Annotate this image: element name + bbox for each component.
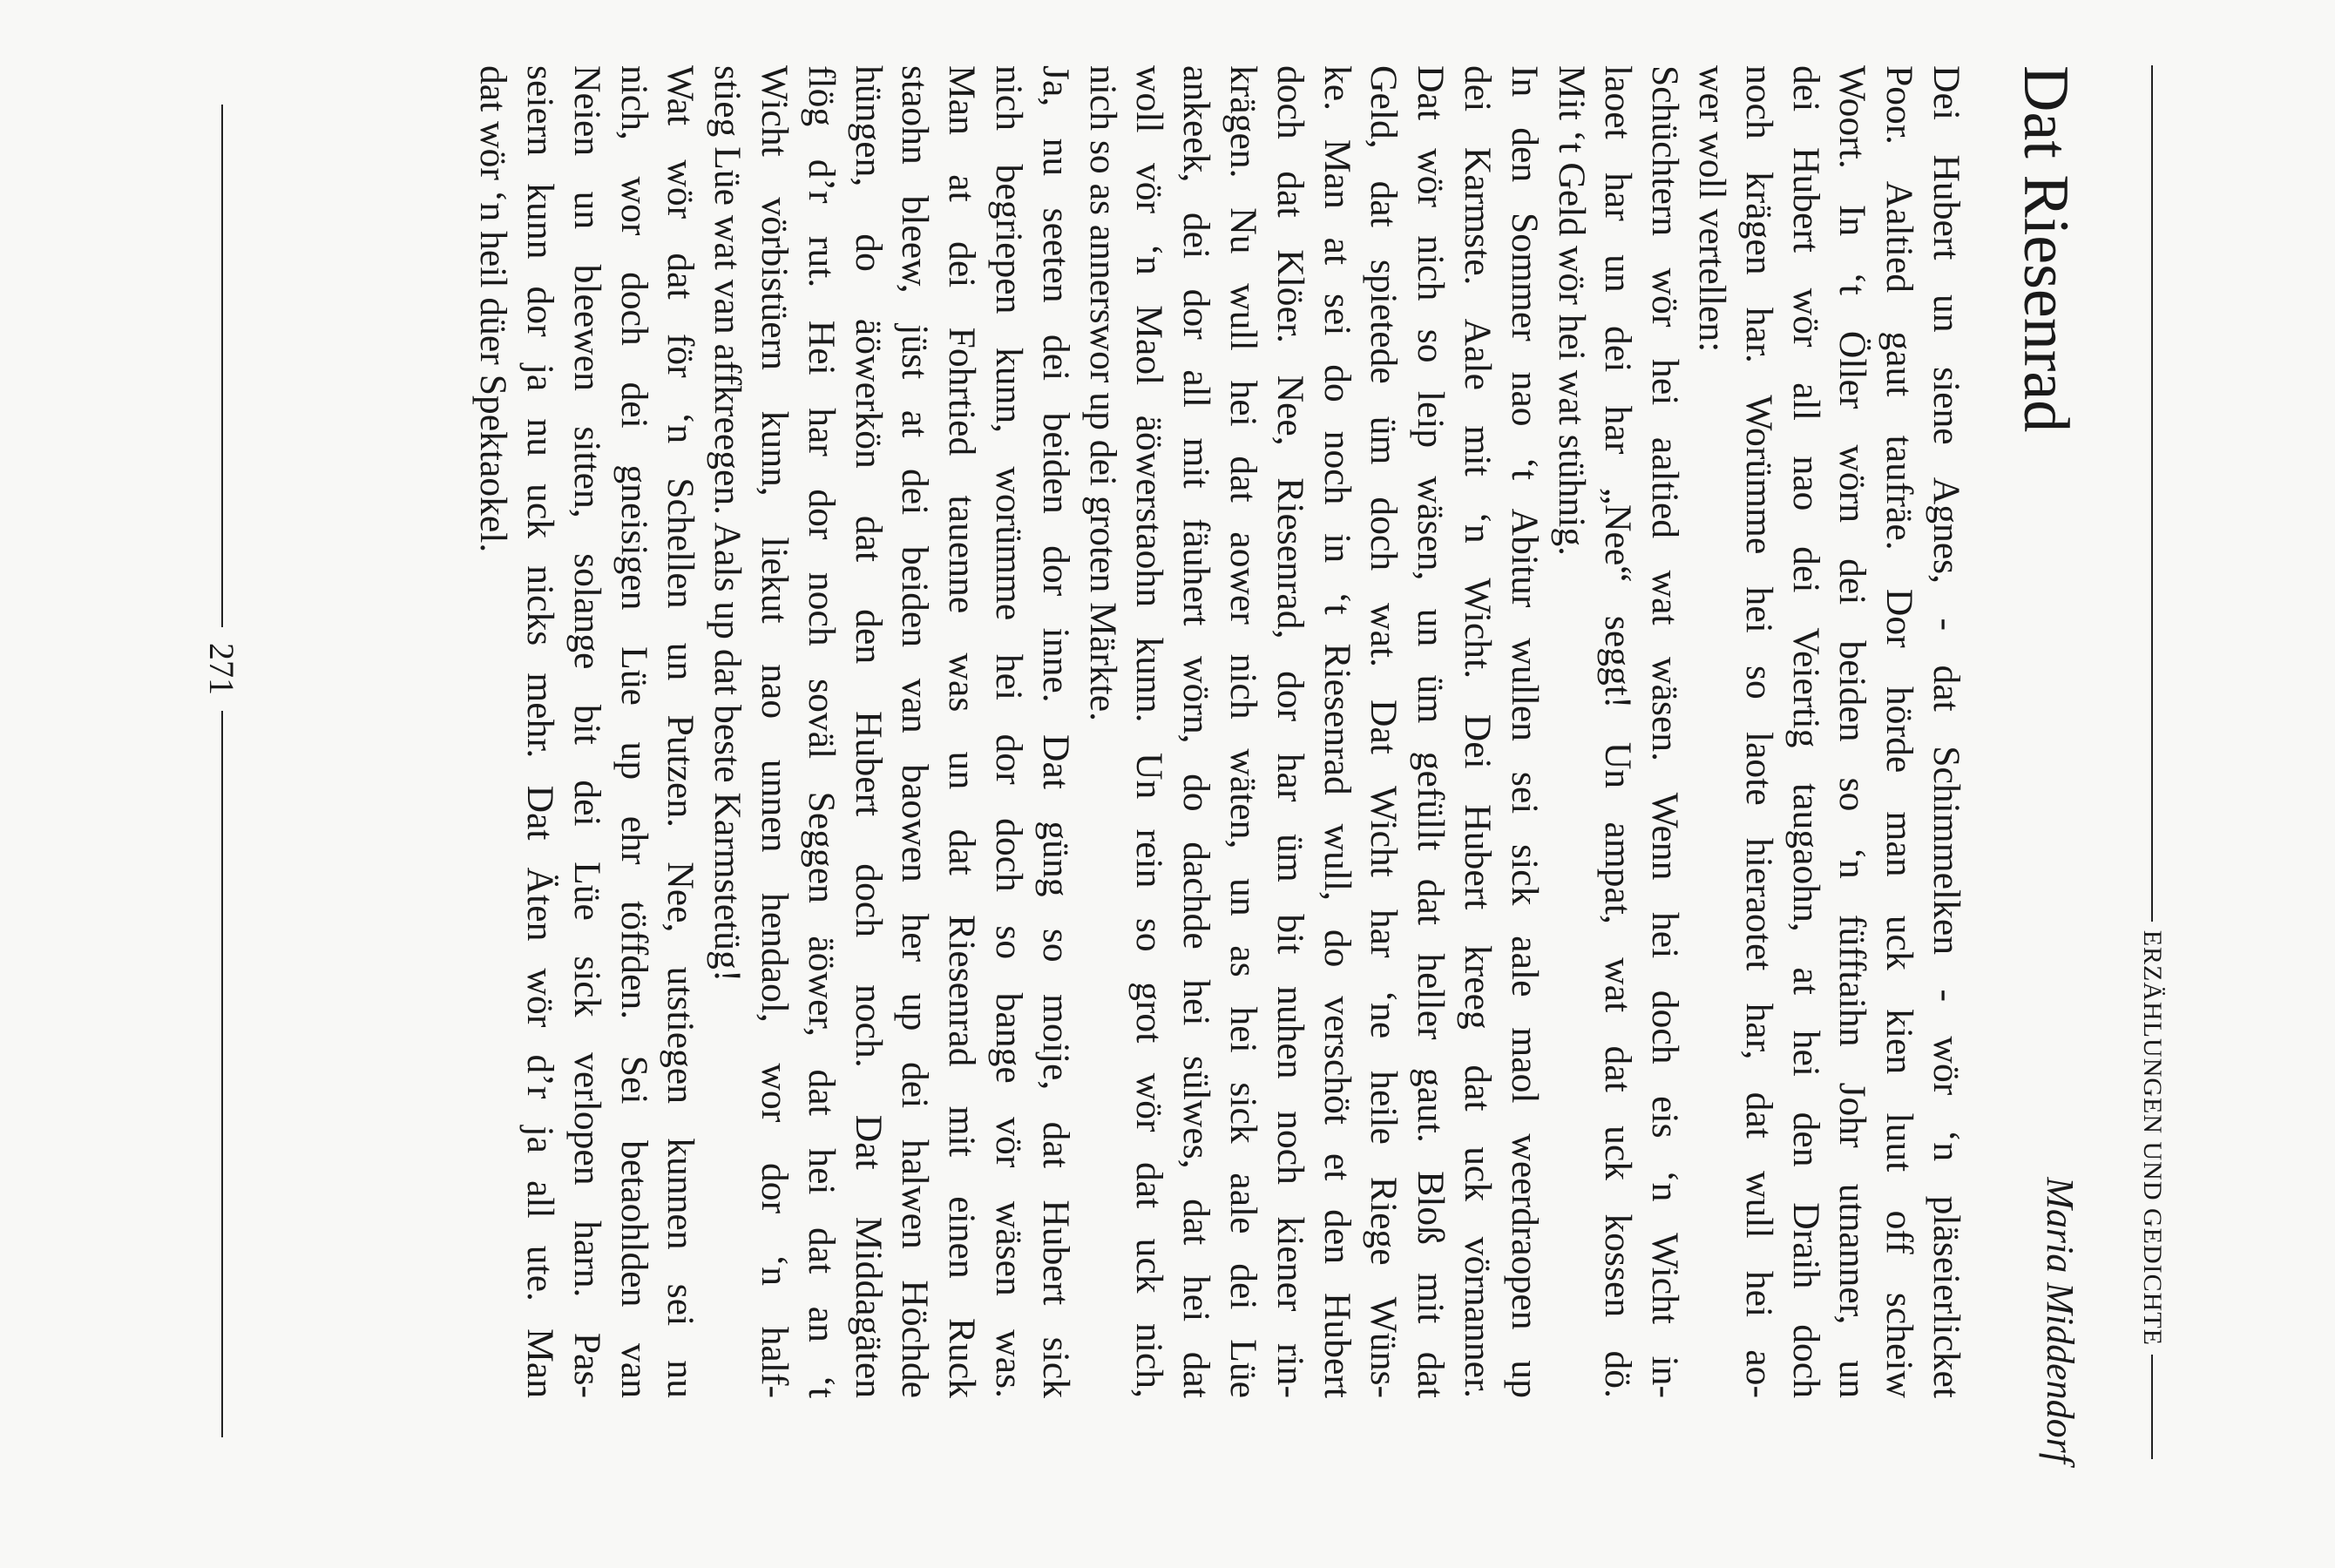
footer-rule-left bbox=[221, 105, 223, 627]
text-line: Wicht vörbistüern kunn, liekut nao unnen hendaol, wor dor ‘n half- bbox=[754, 65, 796, 1398]
text-line: nich begriepen kunn, worümme hei dor doch so bange vör wäsen was. bbox=[988, 65, 1031, 1398]
text-line: nich so as annerswor up dei groten Märkte. bbox=[1081, 65, 1124, 721]
text-line: woll vör ‘n Maol äöwerstaohn kunn. Un rein so grot wör dat uck nich, bbox=[1128, 65, 1171, 1398]
article-author: Maria Middendorf bbox=[2039, 1177, 2081, 1463]
text-line: hüngen, do äöwerkön dat den Hubert doch noch. Dat Middagäten bbox=[847, 65, 890, 1398]
text-line: Ja, nu seeten dei beiden dor inne. Dat güng so moije, dat Hubert sick bbox=[1034, 65, 1077, 1398]
header-rule-right bbox=[2151, 1355, 2153, 1459]
text-line: Woort. In ‘t Öller wörn dei beiden so ‘n füfftaihn Johr utnanner, un bbox=[1831, 65, 1874, 1398]
header-rule-left bbox=[2151, 65, 2153, 922]
text-line: In den Sommer nao ‘t Abitur wullen sei sick aale maol weerdraopen up bbox=[1503, 65, 1546, 1398]
text-line: flög d’r rut. Hei har dor noch soväl Seggen äöwer, dat hei dat an ‘t bbox=[800, 65, 843, 1398]
page-footer bbox=[196, 105, 248, 1437]
text-line: Mit ‘t Geld wör hei wat stühnig. bbox=[1550, 65, 1593, 557]
paragraph bbox=[470, 65, 704, 1398]
running-head: ERZÄHLUNGEN UND GEDICHTE bbox=[2138, 929, 2167, 1346]
text-line: doch dat Klöer. Nee, Riesenrad, dor har üm bit nuhen noch kiener rin- bbox=[1269, 65, 1311, 1398]
text-line: krägen. Nu wull hei dat aower nich wäten, un as hei sick aale dei Lüe bbox=[1222, 65, 1265, 1398]
text-line: Man at dei Fohrtied tauenne was un dat Riesenrad mit einen Ruck bbox=[941, 65, 984, 1398]
text-line: dat wör ‘n heil düer Spektaokel. bbox=[472, 65, 515, 553]
text-line: Dei Hubert un siene Agnes, - dat Schimmelken - wör ‘n pläseierlicket bbox=[1926, 65, 1967, 1398]
text-line: nich, wor doch dei gneisigen Lüe up ehr töffden. Sei betaohlden van bbox=[613, 65, 655, 1398]
paragraph bbox=[1688, 65, 1969, 1398]
text-line: ke. Man at sei do noch in ‘t Riesenrad wull, do verschöt et den Hubert bbox=[1316, 65, 1358, 1398]
running-header bbox=[2126, 65, 2178, 1459]
footer-rule-right bbox=[221, 711, 223, 1437]
article-title: Dat Riesenrad bbox=[2010, 65, 2081, 433]
text-line: Wat wör dat för ‘n Schellen un Putzen. Nee, utstiegen kunnen sei nu bbox=[660, 65, 702, 1398]
text-line: Geld, dat spietede üm doch wat. Dat Wicht har ‘ne heile Riege Wüns- bbox=[1363, 65, 1405, 1398]
paragraph bbox=[703, 65, 1078, 1398]
text-line: Dat wör nich so leip wäsen, un üm gefüllt dat heller gaut. Bloß mit dat bbox=[1410, 65, 1452, 1398]
text-line: Neien un bleewen sitten, solange bit dei Lüe sick verlopen harn. Pas- bbox=[565, 65, 608, 1398]
text-line: dei Karmste. Aale mit ‘n Wicht. Dei Hubert kreeg dat uck vörnanner. bbox=[1457, 65, 1499, 1398]
text-line: wer woll vertellen: bbox=[1691, 65, 1734, 353]
text-line: staohn bleew, jüst at dei beiden van baowen her up dei halwen Höchde bbox=[894, 65, 937, 1398]
text-line: Poor. Aaltied gaut taufräe. Dor hörde man uck kien luut off scheiw bbox=[1878, 65, 1921, 1398]
page-number: 271 bbox=[202, 643, 242, 695]
paragraph bbox=[1079, 65, 1547, 1398]
paragraph bbox=[1547, 65, 1688, 1398]
article-body bbox=[470, 65, 1970, 1398]
text-line: Schüchtern wör hei aaltied wat wäsen. Wenn hei doch eis ‘n Wicht in- bbox=[1644, 65, 1687, 1398]
text-line: seiern kunn dor ja nu uck nicks mehr. Dat Äten wör d’r ja all ute. Man bbox=[519, 65, 562, 1398]
text-line: laoet har un dei har „Nee“ seggt! Un ampat, wat dat uck kossen dö. bbox=[1597, 65, 1640, 1398]
text-line: noch krägen har. Worümme hei so laote hieraotet har, dat wull hei ao- bbox=[1737, 65, 1780, 1398]
text-line: ankeek, dei dor all mit fäuhert wörn, do dachde hei sülwes, dat hei dat bbox=[1175, 65, 1218, 1398]
text-line: dei Hubert wör all nao dei Veiertig taugaohn, at hei den Draih doch bbox=[1784, 65, 1827, 1398]
text-line: stieg Lüe wat van affkreegen. Aals up dat beste Karmstetüg! bbox=[707, 65, 749, 983]
